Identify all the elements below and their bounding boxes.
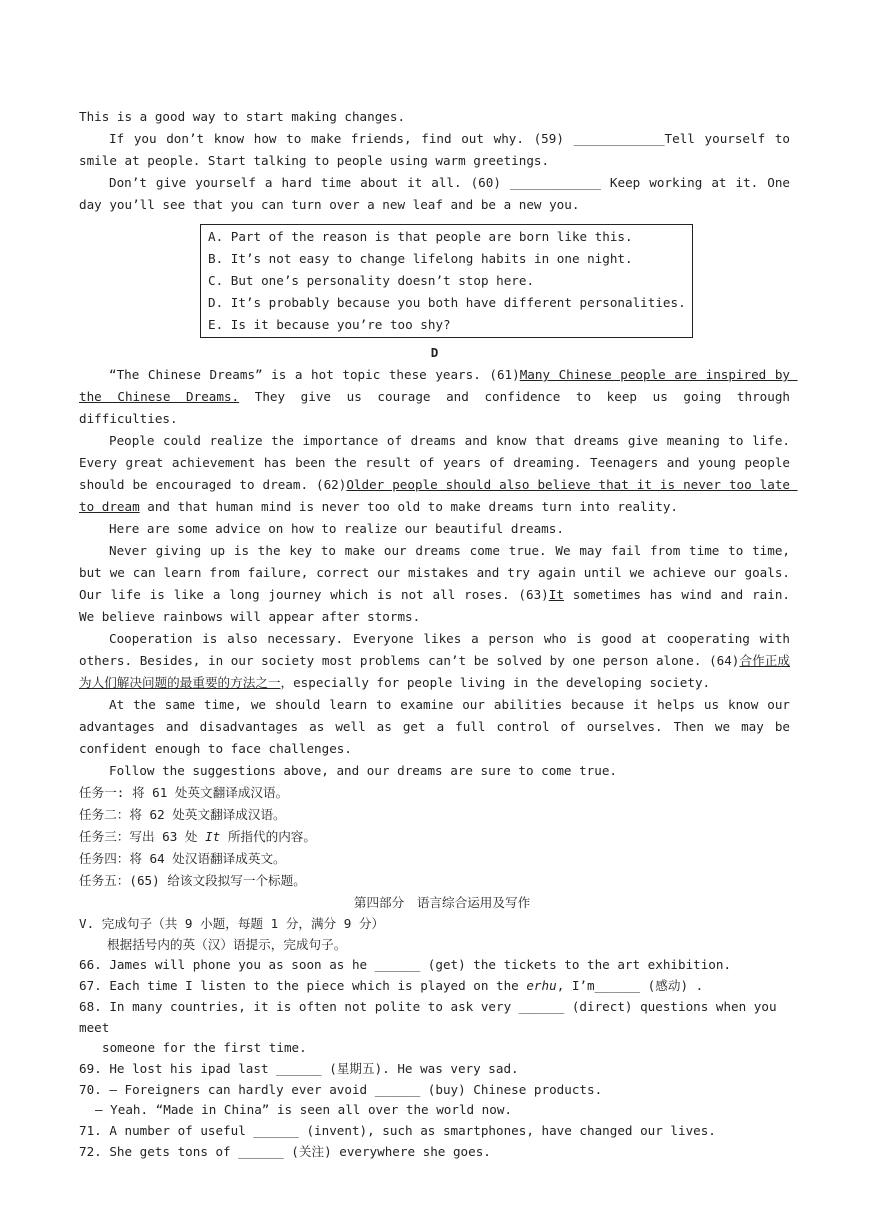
option-d: D. It’s probably because you both have different personalities.: [208, 295, 686, 310]
text: and that human mind is never too old to make dreams turn into reality.: [139, 499, 678, 514]
task-1: 任务一: 将 61 处英文翻译成汉语。: [79, 785, 289, 800]
underlined-sentence-62: Older people should also believe that it is never too late to dream: [79, 477, 798, 514]
intro-line: This is a good way to start making changes.: [79, 109, 406, 124]
question-70-reply: — Yeah. “Made in China” is seen all over the world now.: [95, 1102, 513, 1118]
option-c: C. But one’s personality doesn’t stop here.: [208, 273, 535, 288]
passage-d-paragraph-4: [79, 540, 798, 628]
italic-it: It: [205, 829, 221, 844]
question-68: 68. In many countries, it is often not polite to ask very ______ (direct) questions when you meet: [79, 998, 777, 1035]
section-v-heading: V. 完成句子（共 9 小题，每题 1 分，满分 9 分）: [79, 916, 385, 931]
italic-erhu: erhu: [526, 978, 557, 994]
passage-d-paragraph-1: [79, 364, 798, 430]
section-d-heading: D: [430, 345, 439, 360]
document-page: [79, 106, 798, 1162]
text: ，especially for people living in the developing society.: [280, 675, 711, 690]
text: sometimes has wind and rain. We believe rainbows will appear after storms.: [79, 587, 798, 624]
task-5: 任务五：(65) 给该文段拟写一个标题。: [79, 873, 306, 888]
paragraph-60: Don’t give yourself a hard time about it all. (60) ____________ Keep working at it. One day you’ll see that you can turn over a new leaf and be a new you.: [79, 175, 798, 212]
text: 任务三：写出 63 处: [79, 829, 206, 844]
question-68-continued: someone for the first time.: [102, 1040, 307, 1056]
passage-d-paragraph-3: Here are some advice on how to realize our beautiful dreams.: [109, 521, 564, 536]
text: Cooperation is also necessary. Everyone likes a person who is good at cooperating with others. Besides, in our society most problems can’t be solved by one person alone. (64): [79, 631, 798, 668]
text: , I’m______ (感动) .: [556, 978, 704, 994]
section-v-instruction: 根据括号内的英（汉）语提示，完成句子。: [107, 936, 347, 952]
underlined-sentence-61: Many Chinese people are inspired by the Chinese Dreams.: [79, 367, 798, 404]
text: People could realize the importance of dreams and know that dreams give meaning to life. Every great achievement has been the result of years of dreaming. Teenagers and young people should be encouraged to dream. (62): [79, 433, 798, 492]
question-69: 69. He lost his ipad last ______ (星期五). He was very sad.: [79, 1060, 519, 1076]
options-box: [200, 224, 693, 338]
passage-d-paragraph-6: At the same time, we should learn to examine our abilities because it helps us know our advantages and disadvantages as well as get a full control of ourselves. Then we may be confident enough to face challenges.: [79, 697, 798, 756]
question-72: 72. She gets tons of ______ (关注) everywhere she goes.: [79, 1143, 491, 1159]
option-a: A. Part of the reason is that people are born like this.: [208, 229, 633, 244]
passage-d-paragraph-2: [79, 430, 798, 518]
task-2: 任务二：将 62 处英文翻译成汉语。: [79, 807, 286, 822]
text: Never giving up is the key to make our dreams come true. We may fail from time to time, but we can learn from failure, correct our mistakes and try again until we achieve our goals. Our life is like a long journey which is not all roses. (63): [79, 543, 798, 602]
passage-d-paragraph-7: Follow the suggestions above, and our dreams are sure to come true.: [109, 763, 617, 778]
question-67: [79, 976, 790, 997]
text: 所指代的内容。: [220, 829, 316, 844]
text: They give us courage and confidence to keep us going through difficulties.: [79, 389, 798, 426]
text: 67. Each time I listen to the piece which is played on the: [79, 978, 527, 994]
question-70: 70. — Foreigners can hardly ever avoid ______ (buy) Chinese products.: [79, 1081, 603, 1097]
task-3: [79, 826, 790, 848]
option-b: B. It’s not easy to change lifelong habits in one night.: [208, 251, 633, 266]
part-4-title: 第四部分 语言综合运用及写作: [353, 895, 531, 910]
task-4: 任务四：将 64 处汉语翻译成英文。: [79, 851, 286, 866]
underlined-word-63: It: [548, 587, 564, 602]
paragraph-59: If you don’t know how to make friends, find out why. (59) ____________Tell yourself to smile at people. Start talking to people using warm greetings.: [79, 131, 798, 168]
underlined-sentence-64: 合作正成为人们解决问题的最重要的方法之一: [79, 653, 790, 690]
question-71: 71. A number of useful ______ (invent), such as smartphones, have changed our lives.: [79, 1123, 716, 1139]
question-66: 66. James will phone you as soon as he ______ (get) the tickets to the art exhibition.: [79, 957, 732, 973]
option-e: E. Is it because you’re too shy?: [208, 317, 451, 332]
passage-d-paragraph-5: [79, 628, 798, 694]
text: “The Chinese Dreams” is a hot topic these years. (61): [109, 367, 520, 382]
